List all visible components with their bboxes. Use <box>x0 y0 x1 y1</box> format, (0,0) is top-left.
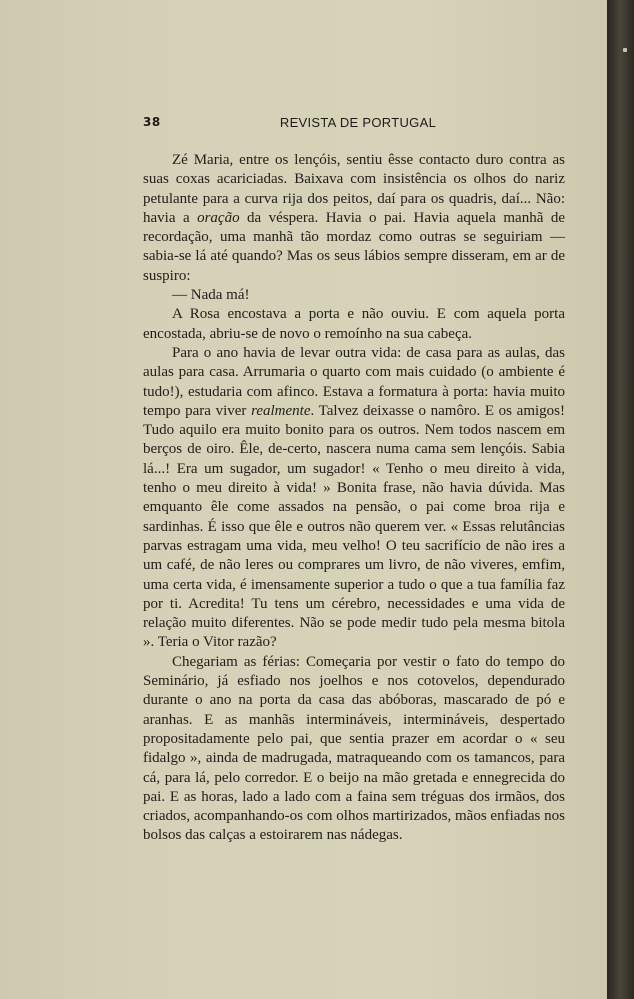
spine-mark <box>623 48 627 52</box>
paragraph: A Rosa encostava a porta e não ouviu. E com aquela porta encostada, abriu-se de novo o remoínho na sua cabeça. <box>143 306 565 342</box>
emphasis: oração <box>197 209 240 226</box>
page-number: 38 <box>143 115 161 129</box>
emphasis: realmente <box>251 402 311 419</box>
body-text <box>143 151 565 846</box>
page-header <box>143 115 565 137</box>
book-spine <box>607 0 634 999</box>
paragraph: — Nada má! <box>172 287 250 304</box>
paragraph: Zé Maria, entre os lençóis, sentiu êsse contacto duro contra as suas coxas acariciadas. Baixava com insistência os olhos do nariz petulante para a curva rija dos peitos, daí para os quadris, daí... Não: havia a oração da véspera. Havia o pai. Havia aquela manhã de recordação, uma manhã tão mordaz como outras se seguiriam — sabia-se lá até quando? Mas os seus lábios sempre disseram, em ar de suspiro: <box>143 152 565 284</box>
paragraph: Para o ano havia de levar outra vida: de casa para as aulas, das aulas para casa. Arrumaria o quarto com mais cuidado (o ambiente é tudo!), estudaria com afinco. Estava a formatura à porta: havia muito tempo para viver realmente. Talvez deixasse o namôro. E os amigos! Tudo aquilo era muito bonito para os outros. Nem todos nascem em berços de oiro. Êle, de-certo, nascera numa cama sem lençóis. Sabia lá...! Era um sugador, um sugador! « Tenho o meu direito à vida, tenho o meu direito à vida! » Bonita frase, não havia dúvida. Mas emquanto êle come assados na pensão, o pai come broa rija e sardinhas. É isso que êle e outros não querem ver. « Essas relutâncias parvas estragam uma vida, meu velho! O teu sacrifício de não ires a um café, de não leres ou comprares um livro, de não viveres, emfim, uma certa vida, é imensamente superior a tudo o que a tua família faz por ti. Acredita! Tu tens um cérebro, necessidades e uma vida de relação muito diferentes. Não se pode medir tudo pela mesma bitola ». Teria o Vitor razão? <box>143 344 565 651</box>
running-title: REVISTA DE PORTUGAL <box>279 115 437 130</box>
paragraph: Chegariam as férias: Começaria por vestir o fato do tempo do Seminário, já esfiado nos joelhos e nos cotovelos, dependurado durante o ano na porta da casa das abóboras, mascarado de pó e aranhas. E as manhãs intermináveis, intermináveis, despertado propositadamente pelo pai, que sentia prazer em acordar o « seu fidalgo », ainda de madrugada, matraqueando com os tamancos, para cá, para lá, pelo corredor. E o beijo na mão gretada e ennegrecida do pai. E as horas, lado a lado com a faina sem tréguas dos irmãos, dos criados, acompanhando-os com olhos martirizados, mãos enfiadas nos bolsos das calças a estoirarem nas nádegas. <box>143 653 565 844</box>
